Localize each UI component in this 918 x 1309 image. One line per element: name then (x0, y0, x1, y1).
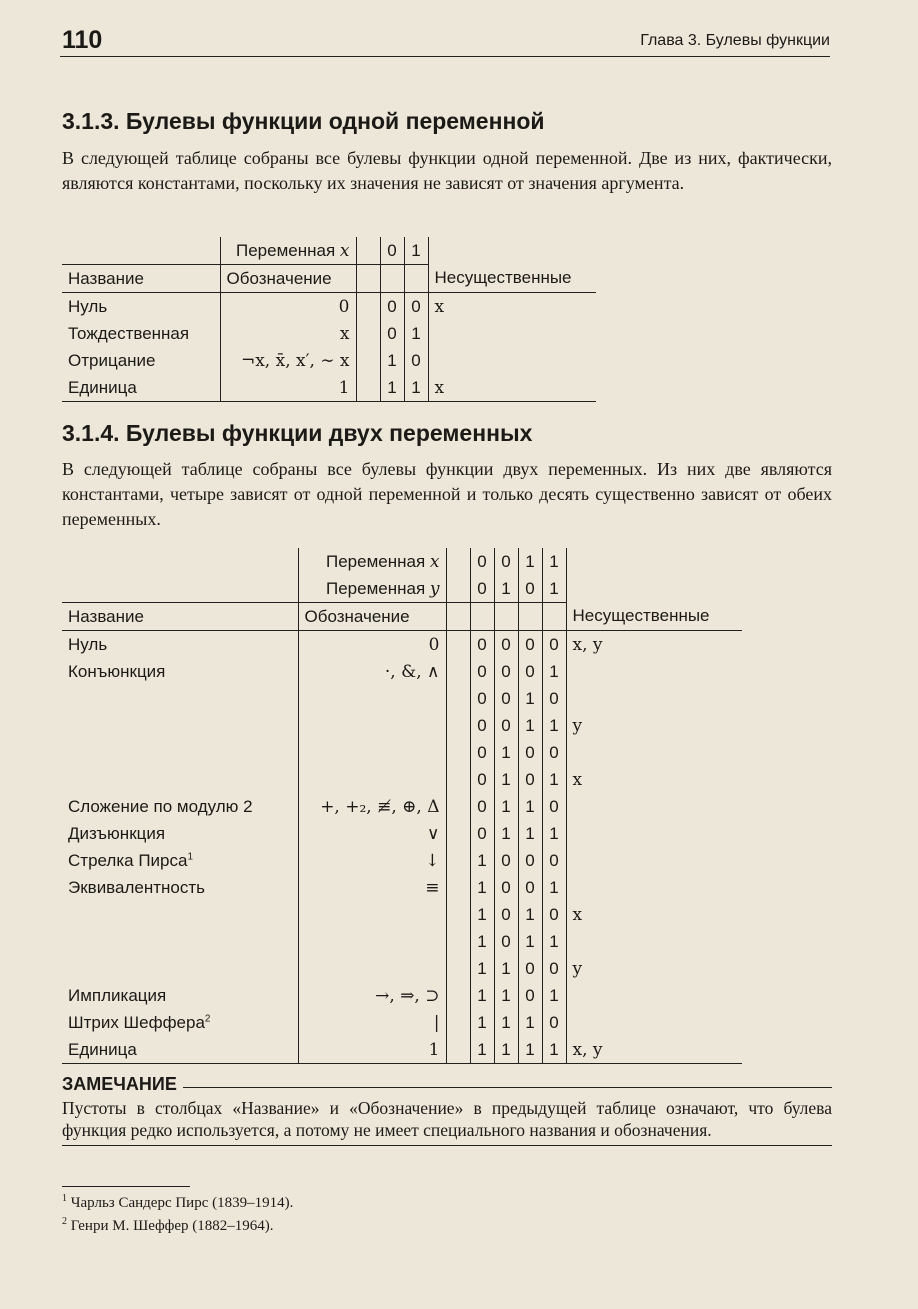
truth-value: 1 (518, 901, 542, 928)
blank-cell (446, 901, 470, 928)
inessential-variables: y (566, 712, 742, 739)
table-header-row (62, 265, 596, 293)
truth-value: 1 (518, 712, 542, 739)
function-notation (298, 901, 446, 928)
table-header-x-row: Переменная x 0 0 1 1 (62, 548, 742, 575)
truth-value: 1 (470, 847, 494, 874)
truth-value: 0 (470, 793, 494, 820)
truth-value: 1 (404, 320, 428, 347)
table-header-variable-row: Переменная x 0 1 (62, 237, 596, 265)
col-inessential-header: Несущественные (566, 603, 742, 631)
blank-cell (446, 631, 470, 659)
truth-value: 0 (404, 347, 428, 374)
truth-value: 1 (494, 793, 518, 820)
table-row (62, 658, 742, 685)
blank-cell (446, 955, 470, 982)
table-row (62, 928, 742, 955)
inessential-variables (428, 320, 596, 347)
blank-cell (446, 712, 470, 739)
function-name: Тождественная (68, 323, 190, 343)
inessential-variables (566, 982, 742, 1009)
inessential-variables (566, 658, 742, 685)
table-row (62, 712, 742, 739)
blank-cell (446, 1009, 470, 1036)
truth-value: 0 (542, 685, 566, 712)
running-header (60, 26, 830, 57)
truth-value: 1 (470, 1009, 494, 1036)
inessential-variables (566, 1009, 742, 1036)
truth-value: 1 (518, 1009, 542, 1036)
function-notation: →, ⇒, ⊃ (298, 982, 446, 1009)
truth-value: 0 (518, 658, 542, 685)
function-name (62, 928, 298, 955)
table-row (62, 793, 742, 820)
footnote-separator (62, 1186, 190, 1187)
table-row (62, 320, 596, 347)
blank-cell (446, 820, 470, 847)
function-name: Нуль (68, 296, 108, 316)
function-notation: 1 (298, 1036, 446, 1064)
col-name-header: Название (62, 603, 298, 631)
variable-y-label: Переменная y (298, 575, 446, 603)
function-notation (298, 712, 446, 739)
truth-value: 1 (494, 1009, 518, 1036)
truth-value: 1 (494, 820, 518, 847)
truth-value: 0 (380, 293, 404, 321)
function-name: Дизъюнкция (68, 823, 166, 843)
truth-value: 1 (380, 347, 404, 374)
truth-value: 0 (542, 739, 566, 766)
inessential-variables: x (566, 766, 742, 793)
table-row (62, 631, 742, 659)
truth-value: 1 (542, 874, 566, 901)
remark-title: ЗАМЕЧАНИЕ (62, 1074, 183, 1095)
truth-value: 1 (470, 1036, 494, 1064)
truth-value: 0 (470, 766, 494, 793)
truth-value: 0 (470, 739, 494, 766)
truth-value: 0 (494, 928, 518, 955)
function-name: Конъюнкция (68, 661, 166, 681)
truth-value: 1 (542, 928, 566, 955)
truth-value: 0 (494, 847, 518, 874)
section-1-paragraph: В следующей таблице собраны все булевы функции одной переменной. Две из них, фактически, являются константами, поскольку их значения не зависят от значения аргумента. (62, 148, 832, 193)
truth-value: 0 (518, 847, 542, 874)
table-row (62, 847, 742, 874)
blank-cell (446, 847, 470, 874)
chapter-title: Глава 3. Булевы функции (640, 32, 830, 49)
truth-value: 1 (518, 793, 542, 820)
table-row (62, 1009, 742, 1036)
function-notation: ¬x, x̄, x′, ∼ x (220, 347, 356, 374)
truth-value: 0 (494, 712, 518, 739)
variable-x-label: Переменная x (298, 548, 446, 575)
truth-value: 1 (542, 820, 566, 847)
page-number: 110 (62, 26, 103, 54)
function-name (62, 739, 298, 766)
truth-value: 0 (542, 955, 566, 982)
inessential-variables (566, 739, 742, 766)
blank-cell (446, 982, 470, 1009)
variable-label: Переменная x (220, 237, 356, 265)
function-notation (298, 766, 446, 793)
truth-value: 0 (542, 793, 566, 820)
table-row (62, 685, 742, 712)
function-name (62, 901, 298, 928)
blank-cell (446, 658, 470, 685)
function-notation (298, 685, 446, 712)
function-notation: ≡ (298, 874, 446, 901)
footnote-mark: 2 (204, 1012, 211, 1024)
function-notation (298, 955, 446, 982)
inessential-variables (566, 874, 742, 901)
truth-value: 1 (542, 1036, 566, 1064)
function-notation: ·, &, ∧ (298, 658, 446, 685)
truth-value: 0 (494, 685, 518, 712)
truth-value: 1 (542, 766, 566, 793)
truth-value: 0 (470, 631, 494, 659)
function-name (62, 712, 298, 739)
truth-value: 1 (494, 739, 518, 766)
section-heading-3-1-3: 3.1.3. Булевы функции одной переменной (62, 108, 545, 134)
table-row (62, 739, 742, 766)
truth-value: 0 (518, 631, 542, 659)
truth-value: 1 (494, 766, 518, 793)
inessential-variables (566, 928, 742, 955)
truth-value: 0 (518, 874, 542, 901)
truth-value: 1 (518, 1036, 542, 1064)
function-notation (298, 928, 446, 955)
truth-value: 1 (470, 955, 494, 982)
truth-value: 1 (380, 374, 404, 402)
section-heading-3-1-4: 3.1.4. Булевы функции двух переменных (62, 420, 533, 446)
table-row (62, 901, 742, 928)
truth-value: 1 (542, 982, 566, 1009)
table-header-row (62, 603, 742, 631)
remark-text: Пустоты в столбцах «Название» и «Обозначение» в предыдущей таблице означают, что булева функция редко используется, а потому не имеет специального названия и обозначения. (62, 1097, 832, 1146)
blank-cell (446, 739, 470, 766)
remark-box (62, 1074, 832, 1146)
blank-cell (446, 766, 470, 793)
truth-value: 1 (494, 1036, 518, 1064)
truth-value: 1 (470, 982, 494, 1009)
function-notation: +, +₂, ≢, ⊕, Δ (298, 793, 446, 820)
truth-value: 0 (470, 658, 494, 685)
inessential-variables: x (428, 374, 596, 402)
function-name: Импликация (68, 985, 167, 1005)
col-name-header: Название (62, 265, 220, 293)
function-notation: x (220, 320, 356, 347)
table-row (62, 874, 742, 901)
inessential-variables: x, y (566, 631, 742, 659)
blank-cell (356, 347, 380, 374)
function-name (62, 685, 298, 712)
table-row (62, 820, 742, 847)
inessential-variables: x (428, 293, 596, 321)
function-name: Отрицание (68, 350, 156, 370)
inessential-variables: y (566, 955, 742, 982)
truth-value: 1 (494, 955, 518, 982)
truth-value: 0 (542, 901, 566, 928)
blank-cell (356, 374, 380, 402)
function-name: Единица (62, 374, 220, 402)
table-row (62, 347, 596, 374)
truth-value: 0 (518, 982, 542, 1009)
function-name (62, 766, 298, 793)
inessential-variables: x, y (566, 1036, 742, 1064)
truth-value: 0 (542, 1009, 566, 1036)
blank-cell (446, 928, 470, 955)
function-notation: 0 (220, 293, 356, 321)
inessential-variables: x (566, 901, 742, 928)
truth-value: 0 (470, 820, 494, 847)
truth-value: 0 (518, 766, 542, 793)
table-row (62, 293, 596, 321)
truth-value: 0 (494, 874, 518, 901)
table-row (62, 766, 742, 793)
function-notation: ↓ (298, 847, 446, 874)
inessential-variables (566, 793, 742, 820)
function-name: Единица (62, 1036, 298, 1064)
truth-value: 0 (494, 631, 518, 659)
truth-value: 1 (494, 982, 518, 1009)
function-notation: 0 (298, 631, 446, 659)
col-notation-header: Обозначение (220, 265, 356, 293)
truth-value: 1 (470, 901, 494, 928)
truth-value: 1 (542, 658, 566, 685)
inessential-variables (566, 685, 742, 712)
truth-value: 1 (518, 685, 542, 712)
table-one-variable (62, 237, 596, 402)
truth-value: 0 (494, 658, 518, 685)
truth-value: 0 (404, 293, 428, 321)
truth-value: 0 (494, 901, 518, 928)
footnote-1: $^1$ Чарльз Сандерс Пирс (1839–1914). (62, 1193, 294, 1211)
inessential-variables (566, 820, 742, 847)
truth-value: 1 (518, 928, 542, 955)
truth-value: 0 (470, 685, 494, 712)
truth-value: 0 (542, 631, 566, 659)
table-two-variables (62, 548, 742, 1064)
truth-value: 0 (518, 955, 542, 982)
table-row (62, 982, 742, 1009)
blank-cell (356, 293, 380, 321)
truth-value: 1 (542, 712, 566, 739)
table-row (62, 374, 596, 402)
function-notation: 1 (220, 374, 356, 402)
footnote-2: $^2$ Генри М. Шеффер (1882–1964). (62, 1216, 274, 1234)
truth-value: 1 (404, 374, 428, 402)
truth-value: 0 (380, 320, 404, 347)
truth-value: 0 (542, 847, 566, 874)
blank-cell (446, 874, 470, 901)
col-notation-header: Обозначение (298, 603, 446, 631)
table-row (62, 955, 742, 982)
function-notation (298, 739, 446, 766)
blank-cell (446, 793, 470, 820)
function-name: Стрелка Пирса$^1$ (68, 850, 194, 870)
inessential-variables (428, 347, 596, 374)
truth-value: 0 (518, 739, 542, 766)
function-name (62, 955, 298, 982)
blank-cell (446, 1036, 470, 1064)
function-notation: ∨ (298, 820, 446, 847)
truth-value: 1 (518, 820, 542, 847)
col-inessential-header: Несущественные (428, 265, 596, 293)
truth-value: 1 (470, 928, 494, 955)
section-2-paragraph: В следующей таблице собраны все булевы функции двух переменных. Из них две являются константами, четыре зависят от одной переменной и только десять существенно зависят от обеих переменных. (62, 459, 832, 529)
function-name: Штрих Шеффера$^2$ (68, 1012, 211, 1032)
table-row (62, 1036, 742, 1064)
function-notation: | (298, 1009, 446, 1036)
blank-cell (356, 320, 380, 347)
function-name: Нуль (68, 634, 108, 654)
blank-cell (446, 685, 470, 712)
footnote-mark: 1 (187, 850, 194, 862)
function-name: Эквивалентность (68, 877, 206, 897)
table-header-y-row: Переменная y 0 1 0 1 (62, 575, 742, 603)
function-name: Сложение по модулю 2 (68, 796, 253, 816)
truth-value: 1 (470, 874, 494, 901)
truth-value: 0 (470, 712, 494, 739)
inessential-variables (566, 847, 742, 874)
